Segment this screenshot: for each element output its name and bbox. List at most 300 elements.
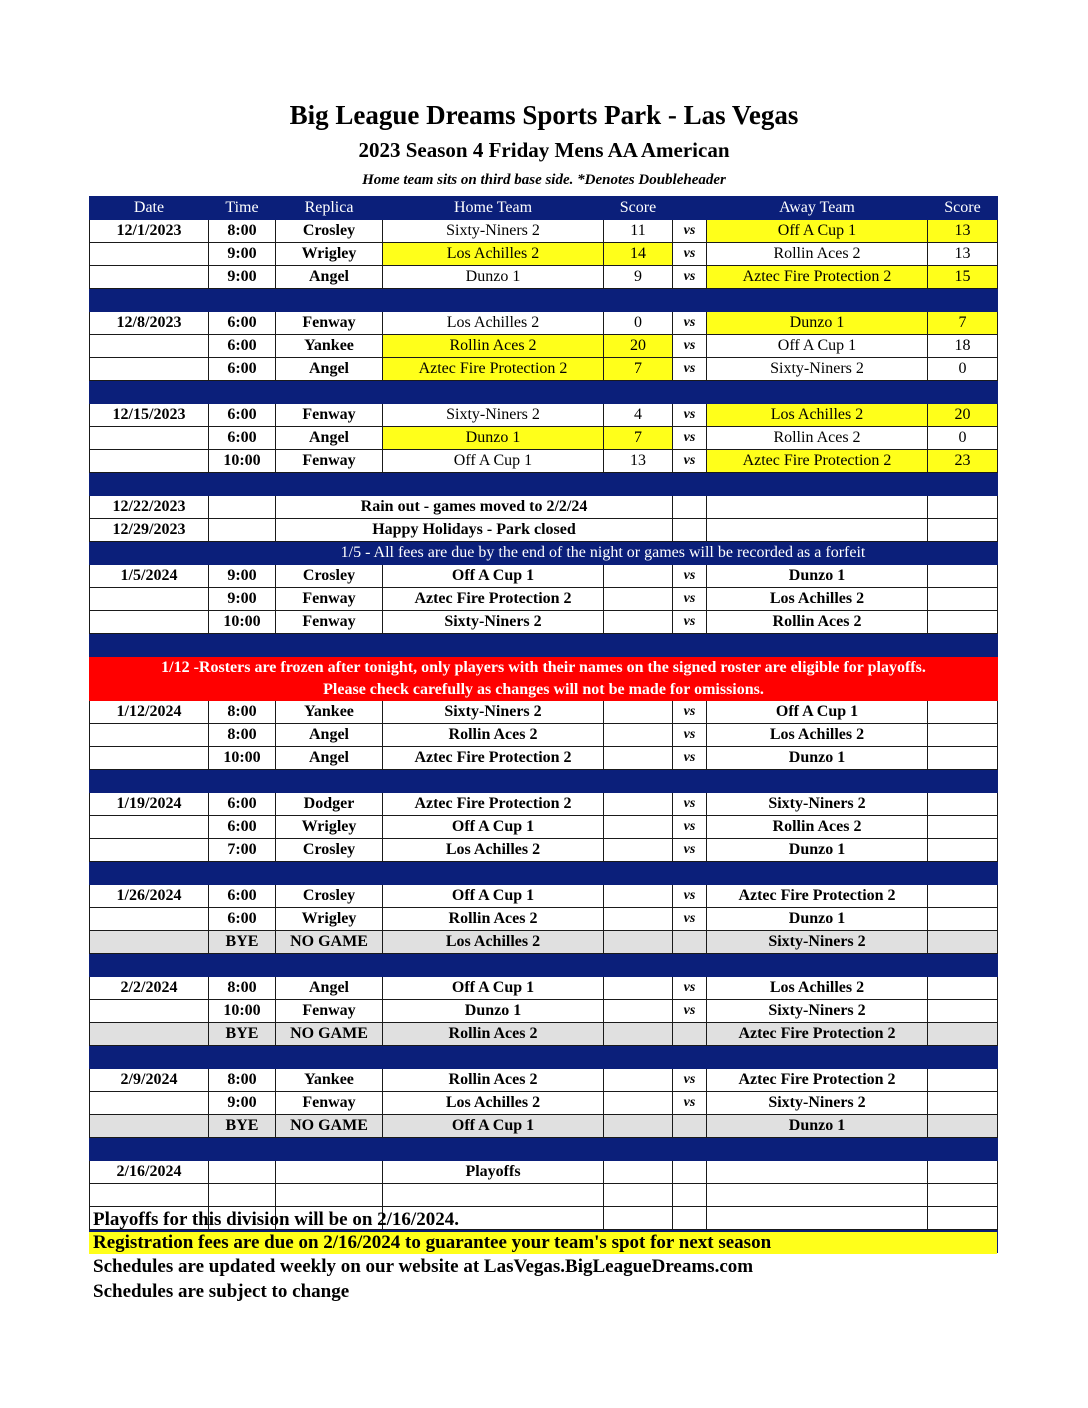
game-row bbox=[90, 243, 998, 266]
header-replica: Replica bbox=[276, 197, 383, 220]
replica-field-cell: Fenway bbox=[276, 450, 383, 473]
date-cell: 12/15/2023 bbox=[90, 404, 209, 427]
separator-cell bbox=[928, 1046, 998, 1069]
away-score-cell bbox=[928, 793, 998, 816]
date-cell bbox=[90, 1023, 209, 1046]
separator-cell bbox=[276, 381, 383, 404]
away-team-cell: Rollin Aces 2 bbox=[707, 427, 928, 450]
date-cell: 1/26/2024 bbox=[90, 885, 209, 908]
time-cell: 8:00 bbox=[209, 977, 276, 1000]
replica-field-cell: Crosley bbox=[276, 839, 383, 862]
date-cell bbox=[90, 588, 209, 611]
game-row bbox=[90, 1161, 998, 1184]
separator-cell bbox=[383, 1138, 604, 1161]
separator-cell bbox=[383, 954, 604, 977]
home-team-cell: Rollin Aces 2 bbox=[383, 1069, 604, 1092]
vs-cell: vs bbox=[673, 701, 707, 724]
header-away-score: Score bbox=[928, 197, 998, 220]
replica-field-cell: Yankee bbox=[276, 701, 383, 724]
separator-cell bbox=[209, 289, 276, 312]
home-team-cell: Rollin Aces 2 bbox=[383, 908, 604, 931]
away-team-cell: Los Achilles 2 bbox=[707, 404, 928, 427]
home-team-cell: Off A Cup 1 bbox=[383, 816, 604, 839]
time-cell: 9:00 bbox=[209, 1092, 276, 1115]
away-team-cell: Dunzo 1 bbox=[707, 312, 928, 335]
away-team-cell: Dunzo 1 bbox=[707, 839, 928, 862]
date-cell: 2/2/2024 bbox=[90, 977, 209, 1000]
replica-field-cell bbox=[276, 1161, 383, 1184]
home-score-cell bbox=[604, 908, 673, 931]
separator-cell bbox=[383, 473, 604, 496]
home-score-cell bbox=[604, 747, 673, 770]
week-separator-row bbox=[90, 634, 998, 657]
time-cell: BYE bbox=[209, 1115, 276, 1138]
notice-row bbox=[90, 519, 998, 542]
time-cell: 9:00 bbox=[209, 266, 276, 289]
date-cell bbox=[90, 611, 209, 634]
week-separator-row bbox=[90, 770, 998, 793]
date-cell: 1/5/2024 bbox=[90, 565, 209, 588]
date-cell: 12/22/2023 bbox=[90, 496, 209, 519]
time-cell: 6:00 bbox=[209, 312, 276, 335]
separator-cell bbox=[90, 770, 209, 793]
home-team-cell: Dunzo 1 bbox=[383, 427, 604, 450]
date-cell bbox=[90, 1092, 209, 1115]
separator-cell bbox=[90, 473, 209, 496]
date-cell bbox=[90, 931, 209, 954]
away-score-cell: 20 bbox=[928, 404, 998, 427]
away-team-cell: Sixty-Niners 2 bbox=[707, 931, 928, 954]
header-home-team: Home Team bbox=[383, 197, 604, 220]
away-score-cell bbox=[928, 588, 998, 611]
home-team-cell: Aztec Fire Protection 2 bbox=[383, 793, 604, 816]
time-cell: 8:00 bbox=[209, 724, 276, 747]
separator-cell bbox=[673, 770, 707, 793]
home-team-cell: Sixty-Niners 2 bbox=[383, 701, 604, 724]
away-team-cell bbox=[707, 1161, 928, 1184]
home-team-cell: Los Achilles 2 bbox=[383, 1092, 604, 1115]
vs-cell bbox=[673, 519, 707, 542]
home-score-cell bbox=[604, 1161, 673, 1184]
separator-cell bbox=[928, 770, 998, 793]
game-row bbox=[90, 724, 998, 747]
separator-cell bbox=[276, 1138, 383, 1161]
separator-cell bbox=[928, 862, 998, 885]
time-cell: 7:00 bbox=[209, 839, 276, 862]
time-cell: 9:00 bbox=[209, 565, 276, 588]
home-score-cell: 11 bbox=[604, 220, 673, 243]
date-cell bbox=[90, 358, 209, 381]
home-team-cell: Dunzo 1 bbox=[383, 1000, 604, 1023]
replica-field-cell: Angel bbox=[276, 747, 383, 770]
vs-cell: vs bbox=[673, 724, 707, 747]
vs-cell: vs bbox=[673, 266, 707, 289]
separator-cell bbox=[90, 634, 209, 657]
home-team-cell: Los Achilles 2 bbox=[383, 931, 604, 954]
week-separator-row bbox=[90, 381, 998, 404]
away-score-cell bbox=[928, 519, 998, 542]
time-cell: 6:00 bbox=[209, 793, 276, 816]
home-score-cell bbox=[604, 885, 673, 908]
game-row bbox=[90, 312, 998, 335]
away-team-cell: Sixty-Niners 2 bbox=[707, 1000, 928, 1023]
replica-field-cell: Angel bbox=[276, 724, 383, 747]
replica-field-cell: Angel bbox=[276, 358, 383, 381]
roster-alert-row bbox=[90, 679, 998, 701]
vs-cell bbox=[673, 1184, 707, 1207]
time-cell: 10:00 bbox=[209, 1000, 276, 1023]
game-row bbox=[90, 816, 998, 839]
home-score-cell: 7 bbox=[604, 358, 673, 381]
home-team-cell: Aztec Fire Protection 2 bbox=[383, 588, 604, 611]
separator-cell bbox=[928, 1138, 998, 1161]
game-row bbox=[90, 450, 998, 473]
date-cell: 2/9/2024 bbox=[90, 1069, 209, 1092]
vs-cell: vs bbox=[673, 1000, 707, 1023]
home-score-cell: 0 bbox=[604, 312, 673, 335]
replica-field-cell: Yankee bbox=[276, 1069, 383, 1092]
separator-cell bbox=[707, 862, 928, 885]
time-cell: 9:00 bbox=[209, 243, 276, 266]
week-separator-row bbox=[90, 289, 998, 312]
separator-cell bbox=[383, 634, 604, 657]
home-score-cell bbox=[604, 588, 673, 611]
schedule-table bbox=[89, 196, 998, 1253]
away-team-cell: Aztec Fire Protection 2 bbox=[707, 1069, 928, 1092]
separator-cell bbox=[673, 1138, 707, 1161]
replica-field-cell: Crosley bbox=[276, 565, 383, 588]
game-row bbox=[90, 747, 998, 770]
separator-cell bbox=[209, 954, 276, 977]
replica-field-cell: Crosley bbox=[276, 220, 383, 243]
home-team-cell: Rollin Aces 2 bbox=[383, 1023, 604, 1046]
separator-cell bbox=[928, 954, 998, 977]
away-cell bbox=[707, 519, 928, 542]
away-team-cell: Los Achilles 2 bbox=[707, 977, 928, 1000]
away-score-cell: 18 bbox=[928, 335, 998, 358]
away-score-cell bbox=[928, 565, 998, 588]
home-team-cell: Off A Cup 1 bbox=[383, 885, 604, 908]
game-row bbox=[90, 1069, 998, 1092]
date-cell: 12/29/2023 bbox=[90, 519, 209, 542]
away-score-cell bbox=[928, 816, 998, 839]
separator-cell bbox=[928, 381, 998, 404]
away-score-cell bbox=[928, 701, 998, 724]
separator-cell bbox=[673, 634, 707, 657]
home-score-cell: 7 bbox=[604, 427, 673, 450]
separator-cell bbox=[90, 1138, 209, 1161]
vs-cell: vs bbox=[673, 565, 707, 588]
vs-cell bbox=[673, 1023, 707, 1046]
separator-cell bbox=[928, 634, 998, 657]
home-score-cell bbox=[604, 793, 673, 816]
home-score-cell bbox=[604, 1115, 673, 1138]
vs-cell: vs bbox=[673, 1092, 707, 1115]
replica-field-cell: Wrigley bbox=[276, 243, 383, 266]
home-score-cell bbox=[604, 1023, 673, 1046]
separator-cell bbox=[673, 473, 707, 496]
time-cell: 6:00 bbox=[209, 404, 276, 427]
separator-cell bbox=[383, 289, 604, 312]
week-separator-row bbox=[90, 1138, 998, 1161]
replica-field-cell: Fenway bbox=[276, 588, 383, 611]
away-score-cell bbox=[928, 1207, 998, 1230]
bye-row bbox=[90, 1023, 998, 1046]
header-time: Time bbox=[209, 197, 276, 220]
separator-cell bbox=[928, 473, 998, 496]
home-team-cell: Rollin Aces 2 bbox=[383, 335, 604, 358]
home-score-cell bbox=[604, 565, 673, 588]
time-cell: 10:00 bbox=[209, 747, 276, 770]
separator-cell bbox=[276, 289, 383, 312]
vs-cell: vs bbox=[673, 450, 707, 473]
date-cell bbox=[90, 427, 209, 450]
home-team-cell: Los Achilles 2 bbox=[383, 243, 604, 266]
away-score-cell bbox=[928, 747, 998, 770]
header-vs bbox=[673, 197, 707, 220]
vs-cell: vs bbox=[673, 220, 707, 243]
time-cell: 8:00 bbox=[209, 701, 276, 724]
away-score-cell: 0 bbox=[928, 427, 998, 450]
home-team-cell: Playoffs bbox=[383, 1161, 604, 1184]
time-cell: 9:00 bbox=[209, 588, 276, 611]
home-score-cell bbox=[604, 1184, 673, 1207]
vs-cell: vs bbox=[673, 908, 707, 931]
time-cell: 6:00 bbox=[209, 885, 276, 908]
separator-cell bbox=[673, 381, 707, 404]
away-score-cell: 15 bbox=[928, 266, 998, 289]
away-team-cell: Rollin Aces 2 bbox=[707, 816, 928, 839]
separator-cell bbox=[707, 634, 928, 657]
away-team-cell: Dunzo 1 bbox=[707, 1115, 928, 1138]
vs-cell: vs bbox=[673, 404, 707, 427]
vs-cell: vs bbox=[673, 335, 707, 358]
date-cell bbox=[90, 724, 209, 747]
home-score-cell bbox=[604, 931, 673, 954]
separator-cell bbox=[604, 289, 673, 312]
bye-row bbox=[90, 931, 998, 954]
separator-cell bbox=[604, 381, 673, 404]
home-score-cell: 9 bbox=[604, 266, 673, 289]
home-score-cell bbox=[604, 1069, 673, 1092]
vs-cell bbox=[673, 496, 707, 519]
replica-field-cell: Fenway bbox=[276, 1000, 383, 1023]
separator-cell bbox=[90, 289, 209, 312]
home-score-cell: 13 bbox=[604, 450, 673, 473]
replica-field-cell: Yankee bbox=[276, 335, 383, 358]
game-row bbox=[90, 588, 998, 611]
home-score-cell bbox=[604, 1207, 673, 1230]
replica-field-cell: NO GAME bbox=[276, 1023, 383, 1046]
away-score-cell bbox=[928, 908, 998, 931]
separator-cell bbox=[209, 473, 276, 496]
time-cell: 10:00 bbox=[209, 611, 276, 634]
notice-text: Happy Holidays - Park closed bbox=[276, 519, 673, 542]
away-team-cell: Sixty-Niners 2 bbox=[707, 1092, 928, 1115]
game-row bbox=[90, 220, 998, 243]
game-row bbox=[90, 793, 998, 816]
week-separator-row bbox=[90, 954, 998, 977]
home-team-cell: Rollin Aces 2 bbox=[383, 724, 604, 747]
week-separator-row bbox=[90, 1046, 998, 1069]
away-team-cell: Aztec Fire Protection 2 bbox=[707, 885, 928, 908]
away-team-cell: Off A Cup 1 bbox=[707, 220, 928, 243]
separator-cell bbox=[673, 289, 707, 312]
home-team-cell: Dunzo 1 bbox=[383, 266, 604, 289]
home-score-cell bbox=[604, 701, 673, 724]
vs-cell: vs bbox=[673, 427, 707, 450]
time-cell bbox=[209, 1184, 276, 1207]
separator-cell bbox=[90, 542, 209, 565]
home-team-cell: Sixty-Niners 2 bbox=[383, 404, 604, 427]
separator-cell bbox=[90, 1046, 209, 1069]
home-score-cell bbox=[604, 977, 673, 1000]
game-row bbox=[90, 908, 998, 931]
footer-playoffs-note: Playoffs for this division will be on 2/16/2024. bbox=[93, 1209, 459, 1230]
away-score-cell bbox=[928, 977, 998, 1000]
replica-field-cell: NO GAME bbox=[276, 931, 383, 954]
separator-cell bbox=[209, 862, 276, 885]
separator-cell bbox=[276, 954, 383, 977]
date-cell: 2/16/2024 bbox=[90, 1161, 209, 1184]
vs-cell: vs bbox=[673, 243, 707, 266]
separator-cell bbox=[209, 634, 276, 657]
away-team-cell: Sixty-Niners 2 bbox=[707, 358, 928, 381]
date-cell bbox=[90, 1000, 209, 1023]
away-score-cell bbox=[928, 1184, 998, 1207]
roster-alert-row bbox=[90, 657, 998, 679]
home-team-cell: Aztec Fire Protection 2 bbox=[383, 747, 604, 770]
away-score-cell bbox=[928, 931, 998, 954]
vs-cell: vs bbox=[673, 885, 707, 908]
home-score-cell: 14 bbox=[604, 243, 673, 266]
vs-cell: vs bbox=[673, 312, 707, 335]
home-team-cell: Sixty-Niners 2 bbox=[383, 611, 604, 634]
game-row bbox=[90, 1092, 998, 1115]
replica-field-cell bbox=[276, 1184, 383, 1207]
separator-cell bbox=[673, 954, 707, 977]
separator-cell bbox=[383, 862, 604, 885]
game-row bbox=[90, 404, 998, 427]
separator-cell bbox=[276, 473, 383, 496]
away-score-cell: 0 bbox=[928, 358, 998, 381]
roster-alert-text: Please check carefully as changes will not be made for omissions. bbox=[90, 679, 998, 701]
away-team-cell: Los Achilles 2 bbox=[707, 588, 928, 611]
away-score-cell: 23 bbox=[928, 450, 998, 473]
home-score-cell bbox=[604, 816, 673, 839]
separator-cell bbox=[276, 862, 383, 885]
home-team-cell: Los Achilles 2 bbox=[383, 312, 604, 335]
vs-cell: vs bbox=[673, 611, 707, 634]
date-cell bbox=[90, 450, 209, 473]
away-score-cell bbox=[928, 1115, 998, 1138]
game-row bbox=[90, 1184, 998, 1207]
notice-row bbox=[90, 496, 998, 519]
away-score-cell bbox=[928, 1069, 998, 1092]
separator-cell bbox=[673, 1046, 707, 1069]
away-team-cell: Dunzo 1 bbox=[707, 908, 928, 931]
vs-cell: vs bbox=[673, 358, 707, 381]
separator-cell bbox=[276, 1046, 383, 1069]
footer-change-note: Schedules are subject to change bbox=[93, 1281, 350, 1302]
replica-field-cell: NO GAME bbox=[276, 1115, 383, 1138]
home-score-cell bbox=[604, 1092, 673, 1115]
away-score-cell: 13 bbox=[928, 243, 998, 266]
week-separator-row bbox=[90, 862, 998, 885]
date-cell: 1/12/2024 bbox=[90, 701, 209, 724]
replica-field-cell: Wrigley bbox=[276, 908, 383, 931]
vs-cell: vs bbox=[673, 839, 707, 862]
replica-field-cell: Fenway bbox=[276, 312, 383, 335]
away-team-cell bbox=[707, 1184, 928, 1207]
fee-notice-text: 1/5 - All fees are due by the end of the night or games will be recorded as a forfeit bbox=[209, 542, 998, 565]
away-score-cell bbox=[928, 611, 998, 634]
away-team-cell: Aztec Fire Protection 2 bbox=[707, 266, 928, 289]
vs-cell bbox=[673, 1115, 707, 1138]
vs-cell: vs bbox=[673, 977, 707, 1000]
away-team-cell: Sixty-Niners 2 bbox=[707, 793, 928, 816]
date-cell bbox=[90, 747, 209, 770]
home-team-cell: Off A Cup 1 bbox=[383, 977, 604, 1000]
page-subtitle: 2023 Season 4 Friday Mens AA American bbox=[358, 138, 730, 162]
vs-cell bbox=[673, 1207, 707, 1230]
home-score-cell: 4 bbox=[604, 404, 673, 427]
home-score-cell bbox=[604, 611, 673, 634]
separator-cell bbox=[90, 862, 209, 885]
replica-field-cell: Angel bbox=[276, 427, 383, 450]
vs-cell: vs bbox=[673, 1069, 707, 1092]
home-team-cell: Off A Cup 1 bbox=[383, 450, 604, 473]
away-score-cell bbox=[928, 1161, 998, 1184]
header-away-team: Away Team bbox=[707, 197, 928, 220]
home-score-cell bbox=[604, 724, 673, 747]
separator-cell bbox=[383, 381, 604, 404]
replica-field-cell: Dodger bbox=[276, 793, 383, 816]
separator-cell bbox=[276, 634, 383, 657]
away-team-cell: Dunzo 1 bbox=[707, 747, 928, 770]
table-header-row bbox=[90, 197, 998, 220]
time-cell: 8:00 bbox=[209, 220, 276, 243]
separator-cell bbox=[707, 770, 928, 793]
date-cell bbox=[90, 1115, 209, 1138]
separator-cell bbox=[604, 770, 673, 793]
vs-cell: vs bbox=[673, 588, 707, 611]
vs-cell: vs bbox=[673, 747, 707, 770]
game-row bbox=[90, 358, 998, 381]
home-team-cell: Aztec Fire Protection 2 bbox=[383, 358, 604, 381]
away-team-cell: Off A Cup 1 bbox=[707, 701, 928, 724]
away-team-cell: Rollin Aces 2 bbox=[707, 243, 928, 266]
roster-alert-text: 1/12 -Rosters are frozen after tonight, only players with their names on the signed roster are eligible for playoffs. bbox=[90, 657, 998, 679]
game-row bbox=[90, 565, 998, 588]
away-team-cell: Aztec Fire Protection 2 bbox=[707, 1023, 928, 1046]
away-team-cell: Los Achilles 2 bbox=[707, 724, 928, 747]
away-team-cell: Dunzo 1 bbox=[707, 565, 928, 588]
replica-field-cell: Fenway bbox=[276, 611, 383, 634]
replica-field-cell: Fenway bbox=[276, 404, 383, 427]
away-score-cell: 13 bbox=[928, 220, 998, 243]
date-cell: 1/19/2024 bbox=[90, 793, 209, 816]
bye-row bbox=[90, 1115, 998, 1138]
home-team-cell: Off A Cup 1 bbox=[383, 565, 604, 588]
separator-cell bbox=[707, 1046, 928, 1069]
date-cell bbox=[90, 908, 209, 931]
time-cell: 8:00 bbox=[209, 1069, 276, 1092]
time-cell: 6:00 bbox=[209, 816, 276, 839]
time-cell: 6:00 bbox=[209, 358, 276, 381]
footer-registration-note: Registration fees are due on 2/16/2024 to guarantee your team's spot for next season bbox=[89, 1232, 997, 1254]
home-team-cell: Sixty-Niners 2 bbox=[383, 220, 604, 243]
